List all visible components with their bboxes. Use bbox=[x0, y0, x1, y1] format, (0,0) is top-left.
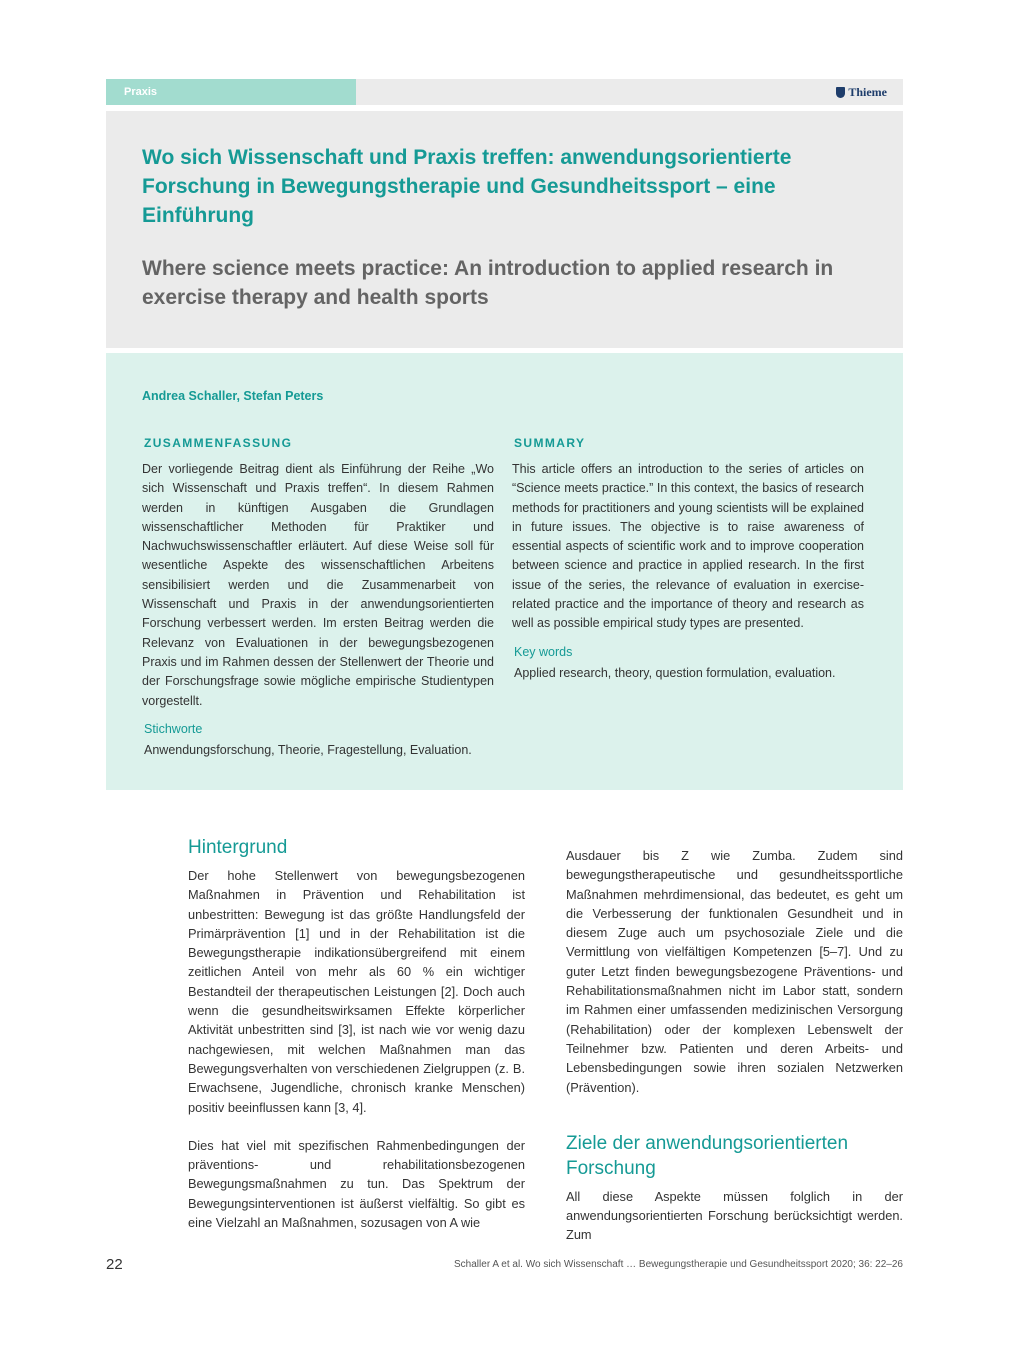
title-english: Where science meets practice: An introduction to applied research in exercise therapy and health sports bbox=[142, 257, 834, 309]
keywords-german: Anwendungsforschung, Theorie, Fragestellung, Evaluation. bbox=[144, 742, 472, 757]
page-number: 22 bbox=[106, 1256, 123, 1273]
abstract-english-heading: SUMMARY bbox=[514, 436, 586, 450]
abstract-english bbox=[512, 436, 864, 680]
section-heading-background: Hintergrund bbox=[188, 837, 288, 858]
body-column-right bbox=[566, 846, 903, 1245]
section-label: Praxis bbox=[106, 79, 356, 105]
keywords-english: Applied research, theory, question formulation, evaluation. bbox=[514, 665, 836, 680]
section-heading-goals: Ziele der anwendungsorientierten Forschung bbox=[566, 1132, 849, 1179]
publisher-logo bbox=[836, 79, 887, 105]
shield-icon bbox=[836, 87, 845, 98]
body-column-left bbox=[188, 835, 525, 1232]
authors: Andrea Schaller, Stefan Peters bbox=[142, 389, 324, 403]
title-block bbox=[106, 111, 903, 348]
citation-footer: Schaller A et al. Wo sich Wissenschaft … Bewegungstherapie und Gesundheitssport 2020; 36: 22–26 bbox=[454, 1259, 903, 1270]
keywords-german-heading: Stichworte bbox=[144, 721, 203, 736]
paragraph: Dies hat viel mit spezifischen Rahmenbedingungen der präventions- und rehabilitationsbezogenen Bewegungsmaßnahmen zu tun. Das Spektrum der Bewegungsinterventionen ist äußerst vielfältig. So gibt es eine Vielzahl an Maßnahmen, sozusagen von A wie bbox=[188, 1137, 525, 1231]
publisher-name: Thieme bbox=[848, 85, 887, 99]
title-german: Wo sich Wissenschaft und Praxis treffen: anwendungsorientierte Forschung in Bewegungstherapie und Gesundheitssport – eine Einführung bbox=[142, 146, 792, 227]
abstract-german-text: Der vorliegende Beitrag dient als Einführung der Reihe „Wo sich Wissenschaft und Praxis treffen“. In diesem Rahmen werden in künftigen Ausgaben die Grundlagen wissenschaftlicher Methoden für Praktiker und Nachwuchswissenschaftler erläutert. Auf diese Weise soll für wesentliche Aspekte des wissenschaftlichen Arbeitens sensibilisiert werden und die Zusammenarbeit von Wissenschaft und Praxis in der anwendungsorientierten Forschung verbessert werden. Im ersten Beitrag werden die Relevanz von Evaluationen in der bewegungsbezogenen Praxis und im Rahmen dessen der Stellenwert der Theorie und der Forschungsfrage sowie mögliche empirische Studientypen vorgestellt. bbox=[142, 462, 494, 708]
paragraph: All diese Aspekte müssen folglich in der anwendungsorientierten Forschung berücksichtigt werden. Zum bbox=[566, 1188, 903, 1243]
abstract-block bbox=[106, 353, 903, 790]
keywords-english-heading: Key words bbox=[514, 644, 573, 659]
header-bar bbox=[106, 79, 903, 105]
abstract-german-heading: ZUSAMMENFASSUNG bbox=[144, 436, 293, 450]
paragraph: Ausdauer bis Z wie Zumba. Zudem sind bewegungstherapeutische und gesundheitssportliche Maßnahmen mehrdimensional, das bedeutet, es geht um die Verbesserung der funktionalen Gesundheit und in diesem Zuge auch um psychosoziale Ziele und die Vermittlung von vielfältigen Kompetenzen [5–7]. Und zu guter Letzt finden bewegungsbezogene Präventions- und Rehabilitationsmaßnahmen nicht im Labor statt, sondern im Rahmen einer umfassenden medizinischen Versorgung (Rehabilitation) oder der komplexen Lebenswelt der Teilnehmer bzw. Patienten und deren Arbeits- und Lebensbedingungen sowie ihren sozialen Netzwerken (Prävention). bbox=[566, 848, 903, 1095]
abstract-english-text: This article offers an introduction to the series of articles on “Science meets practice.” In this context, the basics of research methods for practitioners and young scientists will be explained in future issues. The objective is to raise awareness of essential aspects of scientific work and to improve cooperation between science and practice in applied research. In the first issue of the series, the relevance of evaluation in exercise-related practice and the importance of theory and research as well as possible empirical study types are presented. bbox=[512, 462, 864, 631]
paragraph: Der hohe Stellenwert von bewegungsbezogenen Maßnahmen in Prävention und Rehabilitation ist unbestritten: Bewegung ist das größte Handlungsfeld der Primärprävention [1] und in der Rehabilitation ist die Bewegungstherapie indikationsübergreifend mit einem zeitlichen Anteil von mehr als 60 % ein wichtiger Bestandteil der therapeutischen Leistungen [2]. Doch auch wenn die gesundheitswirksamen Effekte körperlicher Aktivität unbestritten sind [3], ist nach wie vor wenig dazu nachgewiesen, mit welchen Maßnahmen man das Bewegungsverhalten von verschiedenen Zielgruppen (z. B. Erwachsene, Jugendliche, chronisch kranke Menschen) positiv beeinflussen kann [3, 4]. bbox=[188, 868, 525, 1115]
abstract-german bbox=[142, 436, 494, 757]
